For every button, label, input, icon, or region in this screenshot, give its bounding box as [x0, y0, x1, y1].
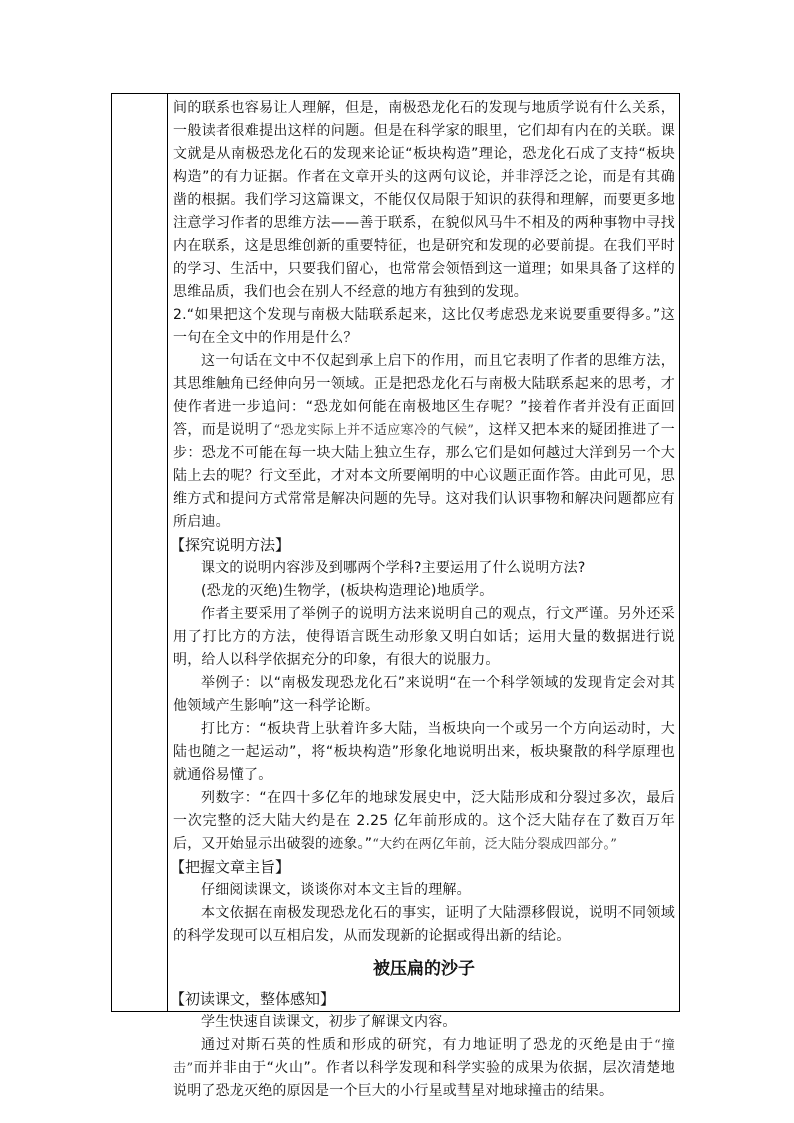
methods-question: 课文的说明内容涉及到哪两个学科?主要运用了什么说明方法?: [201, 560, 586, 576]
summary-quote-volcano: “火山”: [266, 1060, 311, 1076]
section-heading-methods: 【探究说明方法】: [170, 536, 291, 554]
methods-overview: 作者主要采用了举例子的说明方法来说明自己的观点，行文严谨。另外还采用了打比方的方法，使得语言既生动形象又明白如话；运用大量的数据进行说明，给人以科学依据充分的印象，有很大的说服力。: [173, 606, 675, 668]
question-2: 2.“如果把这个发现与南极大陆联系起来，这比仅考虑恐龙来说要重要得多。”这一句在全文中的作用是什么？: [173, 307, 675, 346]
summary-part3: 。作者以科学发现和科学实验的成果为依据，层次清楚地说明了恐龙灭绝的原因是一个巨大的小行星或彗星对地球撞击的结果。: [173, 1060, 676, 1099]
theme-prompt: 仔细阅读课文，谈谈你对本文主旨的理解。: [201, 882, 471, 898]
answer-2: [173, 350, 675, 534]
method-example: 举例子：以“南极发现恐龙化石”来说明“在一个科学领域的发现肯定会对其他领域产生影响”这一科学论断。: [173, 675, 675, 714]
method-numbers: [173, 787, 675, 856]
theme-answer: 本文依据在南极发现恐龙化石的事实，证明了大陆漂移假说，说明不同领域的科学发现可以互相启发，从而发现新的论据或得出新的结论。: [173, 905, 675, 944]
section-heading-first-read: 【初读课文，整体感知】: [170, 990, 336, 1008]
first-read-summary: [173, 1034, 675, 1103]
summary-quote-impact: “撞击”: [173, 1038, 676, 1076]
method-numbers-text: 列数字：“在四十多亿年的地球发展史中，泛大陆形成和分裂过多次，最后一次完整的泛大陆大约是在 2.25 亿年前形成的。这个泛大陆存在了数百万年后，又开始显示出破裂的迹象。”: [173, 790, 675, 852]
article-title: 被压扁的沙子: [373, 959, 475, 979]
method-metaphor: 打比方：“板块背上驮着许多大陆，当板块向一个或另一个方向运动时，大陆也随之一起运动”，将“板块构造”形象化地说明出来，板块聚散的科学原理也就通俗易懂了。: [173, 721, 675, 783]
answer-2-quote: “恐龙实际上并不适应寒冷的气候”: [273, 423, 475, 438]
methods-answer: (恐龙的灭绝)生物学，(板块构造理论)地质学。: [201, 583, 494, 599]
method-numbers-quote: “大约在两亿年前，泛大陆分裂成四部分。”: [372, 837, 618, 852]
content-cell: [170, 97, 676, 1103]
column-divider: [167, 93, 168, 1012]
answer-2-part2: ，这样又把本来的疑团推进了一步：恐龙不可能在每一块大陆上独立生存，那么它们是如何越过大洋到另一个大陆上去的呢？行文至此，才对本文所要阐明的中心议题正面作答。由此可见，思维方式和提问方式常常是解决问题的先导。这对我们认识事物和解决问题都应有所启迪。: [173, 422, 675, 530]
summary-part2: 而并非由于: [193, 1060, 267, 1076]
paragraph-continuation: 间的联系也容易让人理解，但是，南极恐龙化石的发现与地质学说有什么关系，一般读者很难提出这样的问题。但是在科学家的眼里，它们却有内在的关联。课文就是从南极恐龙化石的发现来论证“板块构造”理论，恐龙化石成了支持“板块构造”的有力证据。作者在文章开头的这两句议论，并非浮泛之论，而是有其确凿的根据。我们学习这篇课文，不能仅仅局限于知识的获得和理解，而要更多地注意学习作者的思维方法——善于联系，在貌似风马牛不相及的两种事物中寻找内在联系，这是思维创新的重要特征，也是研究和发现的必要前提。在我们平时的学习、生活中，只要我们留心，也常常会领悟到这一道理；如果具备了这样的思维品质，我们也会在别人不经意的地方有独到的发现。: [173, 100, 675, 300]
first-read-task: 学生快速自读课文，初步了解课文内容。: [201, 1014, 457, 1030]
answer-2-part1: 这一句话在文中不仅起到承上启下的作用，而且它表明了作者的思维方法，其思维触角已经伸向另一领域。正是把恐龙化石与南极大陆联系起来的思考，才使作者进一步追问：“恐龙如何能在南极地区生存呢？”接着作者并没有正面回答，而是说明了: [173, 353, 675, 438]
summary-part1: 通过对斯石英的性质和形成的研究，有力地证明了恐龙的灭绝是由于: [201, 1037, 655, 1053]
section-heading-theme: 【把握文章主旨】: [170, 858, 291, 876]
